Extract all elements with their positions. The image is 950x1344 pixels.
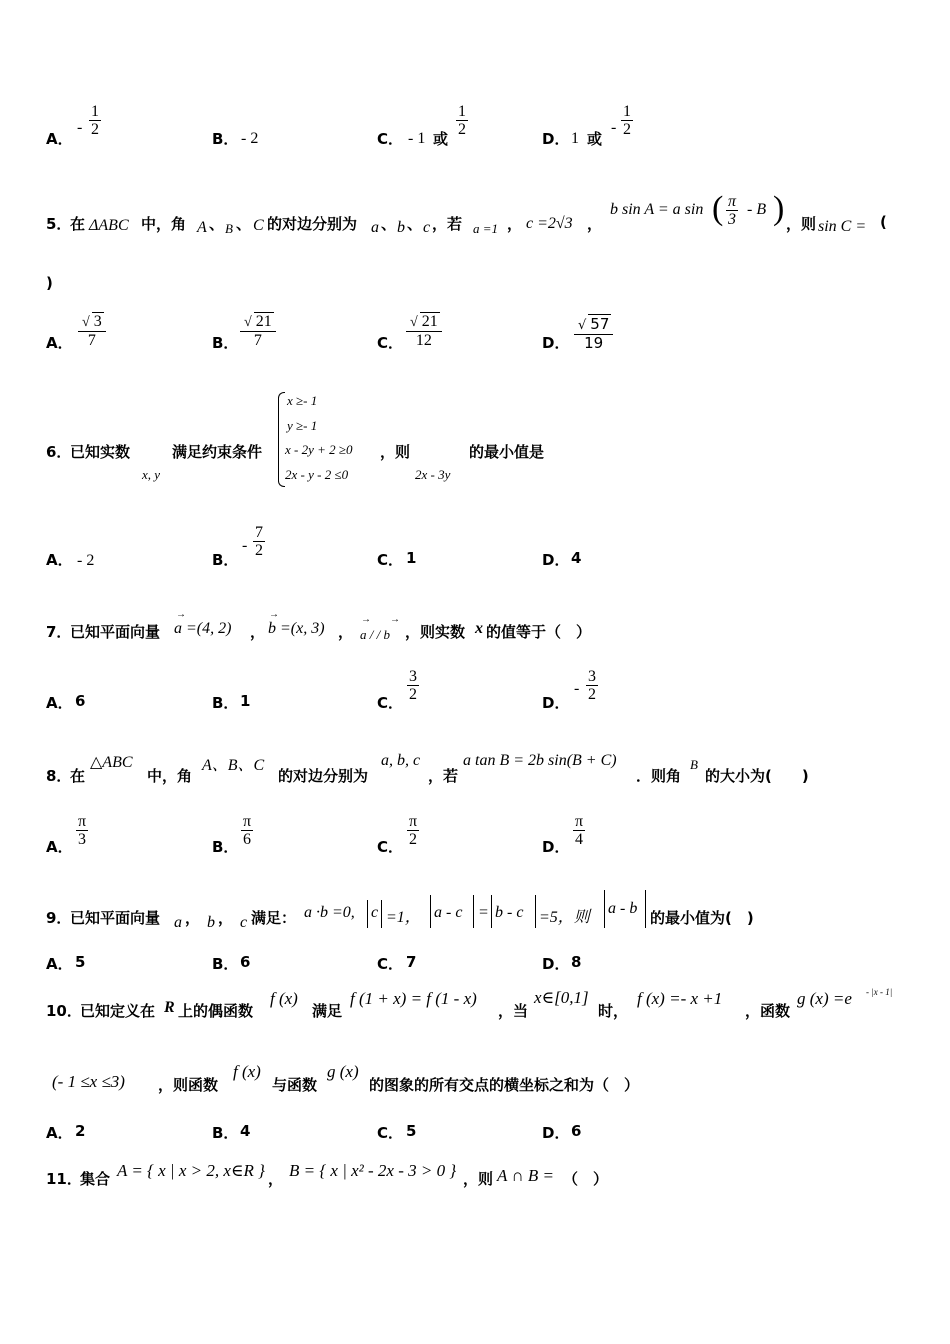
math: g (x): [327, 1062, 359, 1081]
option-value: -: [77, 119, 83, 136]
option-value: - 2: [77, 552, 95, 569]
math: b: [207, 914, 215, 931]
math: =5，则: [539, 909, 590, 926]
option-label: B．: [212, 838, 239, 856]
question-text: 的最小值是: [469, 443, 545, 461]
math: C: [253, 217, 264, 234]
question-text: 时，: [598, 1002, 629, 1020]
option-value: 4: [571, 549, 582, 567]
question-text: 在: [70, 767, 86, 785]
question-text: ，: [218, 909, 234, 927]
math: f (x) =- x +1: [637, 989, 723, 1008]
option-value: 1: [406, 549, 417, 567]
math: △ABC: [90, 754, 133, 771]
fraction: √ 21 7: [240, 313, 276, 349]
fraction: 1 2: [458, 103, 466, 138]
math: c: [371, 904, 379, 921]
math: a tan B = 2b sin(B + C): [463, 752, 617, 769]
question-text: ，: [507, 215, 523, 233]
math: a: [174, 914, 182, 931]
question-text: 的对边分别为: [278, 767, 369, 785]
option-value: -: [242, 537, 248, 554]
math: g (x) =e: [797, 989, 852, 1008]
question-text: ，: [185, 909, 201, 927]
fraction: √ 3 7: [78, 313, 106, 349]
option-label: D．: [542, 130, 570, 148]
option-label: B．: [212, 334, 239, 352]
option-value: 7: [406, 953, 417, 971]
question-text: (: [880, 213, 887, 231]
question-text: 的最小值为( ): [650, 909, 754, 927]
question-text: 满足约束条件: [172, 443, 263, 461]
option-value: 6: [571, 1122, 582, 1140]
question-text: 在: [70, 215, 86, 233]
fraction: √ 21 12: [406, 313, 442, 349]
math: c: [240, 914, 248, 931]
math: f (x): [270, 989, 298, 1008]
math: b =(x, 3): [268, 620, 325, 637]
question-text: ，若: [432, 215, 463, 233]
math: sin C =: [818, 218, 867, 235]
math: ΔABC: [89, 217, 129, 234]
math: (- 1 ≤x ≤3): [52, 1072, 125, 1091]
question-text: ，若: [428, 767, 459, 785]
math: x: [475, 620, 483, 637]
question-text: 、: [236, 215, 252, 233]
option-value: 1: [571, 130, 579, 147]
option-label: D．: [542, 1124, 570, 1142]
question-text: ，当: [498, 1002, 529, 1020]
option-label: B．: [212, 130, 239, 148]
option-label: C．: [377, 334, 404, 352]
option-label: D．: [542, 694, 570, 712]
option-label: A．: [46, 334, 73, 352]
math: f (1 + x) = f (1 - x): [350, 989, 477, 1008]
question-text: ，: [250, 623, 266, 641]
question-text: 集合: [80, 1170, 111, 1188]
math: b: [397, 219, 405, 236]
option-label: B．: [212, 551, 239, 569]
option-value: 1: [240, 692, 251, 710]
option-label: A．: [46, 694, 73, 712]
math: a ·b =0,: [304, 904, 355, 921]
fraction: π 3: [78, 813, 87, 848]
math: b - c: [495, 904, 524, 921]
question-text: 、: [407, 215, 423, 233]
option-value: 5: [75, 953, 86, 971]
option-label: C．: [377, 955, 404, 973]
math: a: [371, 219, 379, 236]
option-value: 6: [240, 953, 251, 971]
math: y ≥- 1: [287, 418, 318, 433]
option-value: - 2: [241, 130, 259, 147]
math: 2x - 3y: [415, 467, 451, 482]
option-label: B．: [212, 955, 239, 973]
math: B = { x | x² - 2x - 3 > 0 }: [289, 1161, 457, 1180]
math: x ≥- 1: [287, 393, 318, 408]
fraction: π 4: [575, 813, 584, 848]
question-text: 与函数: [272, 1076, 318, 1094]
option-label: A．: [46, 1124, 73, 1142]
math: c =2√3: [526, 215, 573, 232]
option-value: 2: [75, 1122, 86, 1140]
question-number: 8．: [46, 767, 72, 785]
option-value: 5: [406, 1122, 417, 1140]
option-value: - 1: [408, 130, 426, 147]
math: A ∩ B =: [497, 1166, 554, 1185]
option-label: A．: [46, 130, 73, 148]
option-value: 4: [240, 1122, 251, 1140]
math: a / / b: [360, 627, 390, 642]
question-text: 、: [209, 215, 225, 233]
fraction: 1 2: [623, 103, 631, 138]
question-text: 中，角: [141, 215, 187, 233]
question-text: 满足：: [251, 909, 297, 927]
math: a - c: [434, 904, 463, 921]
constraint-brace: [278, 392, 285, 487]
fraction: √ 57 19: [574, 316, 613, 352]
math: A: [197, 219, 207, 236]
fraction: π 6: [243, 813, 252, 848]
option-value: 6: [75, 692, 86, 710]
math: B: [225, 221, 233, 236]
question-number: 10．: [46, 1002, 82, 1020]
question-text: （ ）: [563, 1170, 609, 1188]
option-conj: 或: [433, 130, 449, 148]
math: 2x - y - 2 ≤0: [285, 467, 349, 482]
fraction: 1 2: [91, 103, 99, 138]
option-value: -: [574, 680, 580, 697]
option-label: A．: [46, 551, 73, 569]
question-text: ，函数: [745, 1002, 791, 1020]
question-text: 、: [381, 215, 397, 233]
question-text: ，则: [786, 215, 817, 233]
question-number: 9．: [46, 909, 72, 927]
option-label: B．: [212, 1124, 239, 1142]
question-number: 5．: [46, 215, 72, 233]
math: =1，: [386, 909, 421, 926]
option-value: 8: [571, 953, 582, 971]
question-text: ，: [268, 1170, 284, 1188]
math: c: [423, 219, 431, 236]
math: f (x): [233, 1062, 261, 1081]
option-label: D．: [542, 551, 570, 569]
option-label: C．: [377, 838, 404, 856]
question-text: 的值等于（ ）: [486, 623, 592, 641]
question-text: 已知实数: [70, 443, 131, 461]
fraction: 3 2: [588, 668, 596, 703]
option-label: A．: [46, 955, 73, 973]
question-text: ，: [587, 215, 603, 233]
fraction: 7 2: [255, 524, 263, 559]
question-text: 的大小为( ): [705, 767, 809, 785]
question-number: 6．: [46, 443, 72, 461]
question-text: ，则实数: [405, 623, 466, 641]
math: =: [478, 904, 489, 921]
math: R: [164, 999, 175, 1016]
math: A、B、C: [202, 757, 265, 774]
question-text: ．则角: [636, 767, 682, 785]
question-text: 的图象的所有交点的横坐标之和为（ ）: [369, 1076, 640, 1094]
option-label: B．: [212, 694, 239, 712]
question-text: 满足: [312, 1002, 343, 1020]
math: a =1: [473, 221, 499, 236]
option-label: C．: [377, 1124, 404, 1142]
math: x∈[0,1]: [534, 988, 589, 1007]
question-text: ，: [338, 623, 354, 641]
math: x - 2y + 2 ≥0: [285, 442, 353, 457]
option-label: D．: [542, 955, 570, 973]
math: - B: [747, 201, 767, 218]
question-text: ，则: [463, 1170, 494, 1188]
option-label: C．: [377, 551, 404, 569]
question-text: ): [46, 274, 53, 292]
option-label: C．: [377, 694, 404, 712]
option-conj: 或: [587, 130, 603, 148]
option-label: A．: [46, 838, 73, 856]
option-label: D．: [542, 334, 570, 352]
math: x, y: [142, 467, 161, 482]
option-value: -: [611, 119, 617, 136]
math: A = { x | x > 2, x∈R }: [117, 1161, 265, 1180]
question-text: 已知平面向量: [70, 909, 161, 927]
fraction: 3 2: [409, 668, 417, 703]
math: a =(4, 2): [174, 620, 232, 637]
question-text: 的对边分别为: [267, 215, 358, 233]
fraction: π 2: [409, 813, 418, 848]
option-label: D．: [542, 838, 570, 856]
option-label: C．: [377, 130, 404, 148]
question-text: 已知平面向量: [70, 623, 161, 641]
math: B: [690, 757, 698, 772]
question-text: 中，角: [147, 767, 193, 785]
question-number: 11．: [46, 1170, 82, 1188]
question-text: ，则: [380, 443, 411, 461]
math: a, b, c: [381, 752, 421, 769]
question-text: 已知定义在: [80, 1002, 156, 1020]
math: a - b: [608, 900, 638, 917]
question-text: ，则函数: [158, 1076, 219, 1094]
math: - |x - 1|: [866, 987, 893, 997]
question-text: 上的偶函数: [178, 1002, 254, 1020]
math: b sin A = a sin: [610, 201, 704, 218]
fraction: π 3: [728, 193, 737, 228]
question-number: 7．: [46, 623, 72, 641]
